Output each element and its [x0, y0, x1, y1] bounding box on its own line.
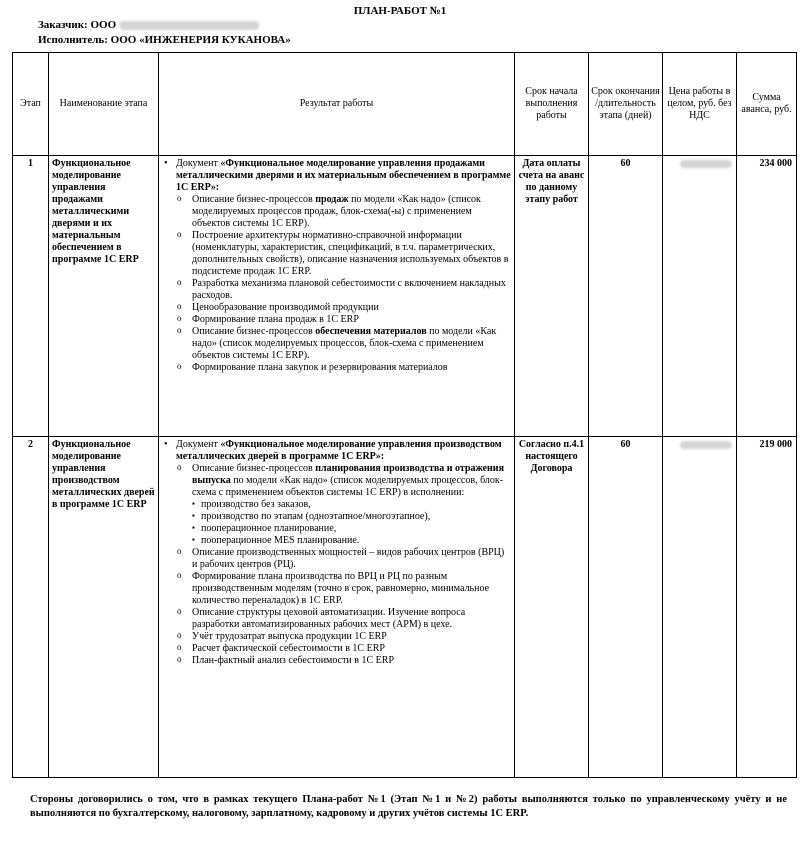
header-price-text: Цена работы в целом, руб. без НДС: [667, 86, 732, 121]
stage-name: Функциональное моделирование управления продажами металлическими дверями и их материальным обеспечением в программе 1С ERP: [49, 156, 159, 437]
result-item: o Формирование плана производства по ВРЦ и РЦ по разным производственным моделям (точно в срок, равномерно, минимальное количество переналадок) в 1С ERP.: [192, 571, 511, 607]
redacted-price: [680, 160, 732, 168]
doc-prefix: Документ: [176, 158, 221, 169]
footer-note: Стороны договорились о том, что в рамках текущего Плана-работ №1 (Этап №1 и №2) работы выполняются только по управленческому учёту и не выполняются по бухгалтерскому, налоговому, зарплатному, кадровому и других учётов системы 1С ERP.: [30, 794, 787, 819]
header-end: Срок окончания /длительность этапа (дней): [589, 53, 663, 156]
contractor-line: Исполнитель: ООО «ИНЖЕНЕРИЯ КУКАНОВА»: [38, 34, 291, 46]
doc-title: «Функциональное моделирование управления производством металлических дверей в программе 1С ERP»:: [176, 439, 502, 462]
header-stage: Этап: [13, 53, 49, 156]
stage-number: 1: [13, 156, 49, 437]
doc-prefix: Документ: [176, 439, 221, 450]
stage-advance: 219 000: [737, 437, 797, 778]
result-item: o Описание бизнес-процессов планирования производства и отражения выпуска по модели «Как надо» (список моделируемых процессов, блок-схема с применением объектов системы 1С ERP) в исполнении: ▪ производство без заказов, ▪ производство по этапам (одноэтапное/многоэтапное), ▪ пооперационное планирование, ▪ пооперационное MES планирование.: [192, 463, 511, 547]
redacted-customer-name: [119, 21, 259, 30]
result-item: o Расчет фактической себестоимости в 1С ERP: [192, 643, 511, 655]
stage-price: [663, 437, 737, 778]
result-item: o Описание бизнес-процессов продаж по модели «Как надо» (список моделируемых процессов продаж, блок-схема(-ы) с применением объектов системы 1С ERP).: [192, 194, 511, 230]
result-item: o Разработка механизма плановой себестоимости с включением накладных расходов.: [192, 278, 511, 302]
stage-advance: 234 000: [737, 156, 797, 437]
work-plan-table: [12, 52, 797, 778]
table-header-row: [13, 53, 797, 156]
document-title: ПЛАН-РАБОТ №1: [353, 5, 447, 17]
stage-number: 2: [13, 437, 49, 778]
header-name: Наименование этапа: [49, 53, 159, 156]
stage-result: [159, 437, 515, 778]
stage-price: [663, 156, 737, 437]
stage-start: Согласно п.4.1 настоящего Договора: [515, 437, 589, 778]
stage-result: [159, 156, 515, 437]
result-subitem: ▪ производство по этапам (одноэтапное/многоэтапное),: [201, 511, 511, 523]
doc-title: «Функциональное моделирование управления продажами металлическими дверями и их материальным обеспечением в программе 1С ERP»:: [176, 158, 511, 193]
result-subitem: ▪ пооперационное MES планирование.: [201, 535, 511, 547]
result-item: o Учёт трудозатрат выпуска продукции 1С ERP: [192, 631, 511, 643]
result-document: [176, 158, 511, 374]
result-subitem: ▪ пооперационное планирование,: [201, 523, 511, 535]
stage-name: Функциональное моделирование управления производством металлических дверей в программе 1С ERP: [49, 437, 159, 778]
customer-label: Заказчик: ООО: [38, 19, 117, 31]
result-subitem: ▪ производство без заказов,: [201, 499, 511, 511]
stage-end: 60: [589, 437, 663, 778]
header-advance: Сумма аванса, руб.: [737, 53, 797, 156]
table-row: [13, 156, 797, 437]
header-result: Результат работы: [159, 53, 515, 156]
result-item: o Ценообразование производимой продукции: [192, 302, 511, 314]
result-item: o Формирование плана закупок и резервирования материалов: [192, 362, 511, 374]
result-item: o Построение архитектуры нормативно-справочной информации (номенклатуры, характеристик, спецификаций, в т.ч. параметрических, дополнительных свойств), описание назначения используемых объектов в подсистеме продаж 1С ERP.: [192, 230, 511, 278]
stage-end: 60: [589, 156, 663, 437]
result-item: o Формирование плана продаж в 1С ERP: [192, 314, 511, 326]
result-item: o Описание производственных мощностей – видов рабочих центров (ВРЦ) и рабочих центров (РЦ).: [192, 547, 511, 571]
customer-line: [38, 19, 259, 32]
result-item: o Описание бизнес-процессов обеспечения материалов по модели «Как надо» (список моделируемых процессов, блок-схема с применением объектов системы 1С ERP).: [192, 326, 511, 362]
redacted-price: [680, 441, 732, 449]
table-row: [13, 437, 797, 778]
header-start: Срок начала выполнения работы: [515, 53, 589, 156]
result-item: o План-фактный анализ себестоимости в 1С ERP: [192, 655, 511, 667]
stage-start: Дата оплаты счета на аванс по данному этапу работ: [515, 156, 589, 437]
result-document: [176, 439, 511, 667]
result-item: o Описание структуры цеховой автоматизации. Изучение вопроса разработки автоматизированных рабочих мест (АРМ) в цехе.: [192, 607, 511, 631]
header-price: [663, 53, 737, 156]
